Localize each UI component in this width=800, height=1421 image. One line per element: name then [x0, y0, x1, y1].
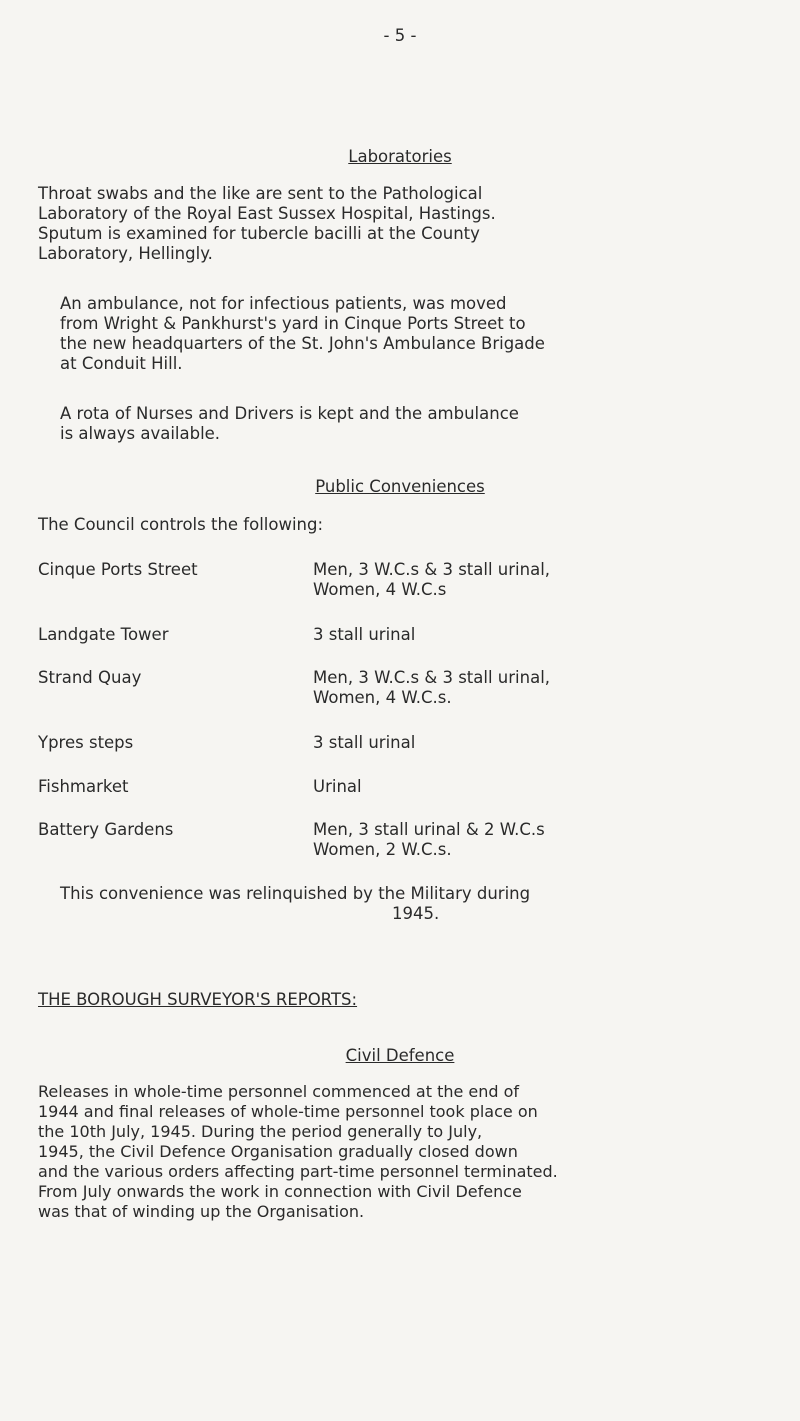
civil-defence-heading: Civil Defence — [345, 1046, 455, 1065]
convenience-facilities: 3 stall urinal — [313, 733, 416, 752]
convenience-location: Fishmarket — [38, 777, 129, 796]
conveniences-note-year: 1945. — [392, 904, 440, 923]
public-conveniences-heading: Public Conveniences — [315, 477, 485, 496]
page-number: - 5 - — [383, 26, 417, 45]
convenience-facilities: Urinal — [313, 777, 362, 796]
convenience-facilities: Men, 3 W.C.s & 3 stall urinal, Women, 4 W.C.s — [313, 560, 551, 599]
surveyor-reports-heading: THE BOROUGH SURVEYOR'S REPORTS: — [38, 990, 358, 1009]
convenience-location: Landgate Tower — [38, 625, 169, 644]
conveniences-note: This convenience was relinquished by the Military during — [60, 884, 531, 903]
convenience-facilities: Men, 3 W.C.s & 3 stall urinal, Women, 4 W.C.s. — [313, 668, 551, 707]
convenience-location: Ypres steps — [38, 733, 134, 752]
laboratories-paragraph-1: Throat swabs and the like are sent to the Pathological Laboratory of the Royal East Sussex Hospital, Hastings. Sputum is examined for tubercle bacilli at the County Laboratory, Hellingly. — [38, 184, 496, 263]
convenience-location: Strand Quay — [38, 668, 142, 687]
convenience-facilities: 3 stall urinal — [313, 625, 416, 644]
laboratories-paragraph-3: A rota of Nurses and Drivers is kept and the ambulance is always available. — [60, 404, 519, 443]
civil-defence-paragraph: Releases in whole-time personnel commenced at the end of 1944 and final releases of whole-time personnel took place on the 10th July, 1945. During the period generally to July, 1945, the Civil Defence Organisation gradually closed down and the various orders affecting part-time personnel terminated. From July onwards the work in connection with Civil Defence was that of winding up the Organisation. — [38, 1082, 558, 1221]
convenience-facilities: Men, 3 stall urinal & 2 W.C.s Women, 2 W.C.s. — [313, 820, 545, 859]
conveniences-intro: The Council controls the following: — [38, 515, 324, 534]
laboratories-heading: Laboratories — [348, 147, 452, 166]
convenience-location: Battery Gardens — [38, 820, 174, 839]
laboratories-paragraph-2: An ambulance, not for infectious patients, was moved from Wright & Pankhurst's yard in Cinque Ports Street to the new headquarters of the St. John's Ambulance Brigade at Conduit Hill. — [60, 294, 545, 373]
convenience-location: Cinque Ports Street — [38, 560, 198, 579]
